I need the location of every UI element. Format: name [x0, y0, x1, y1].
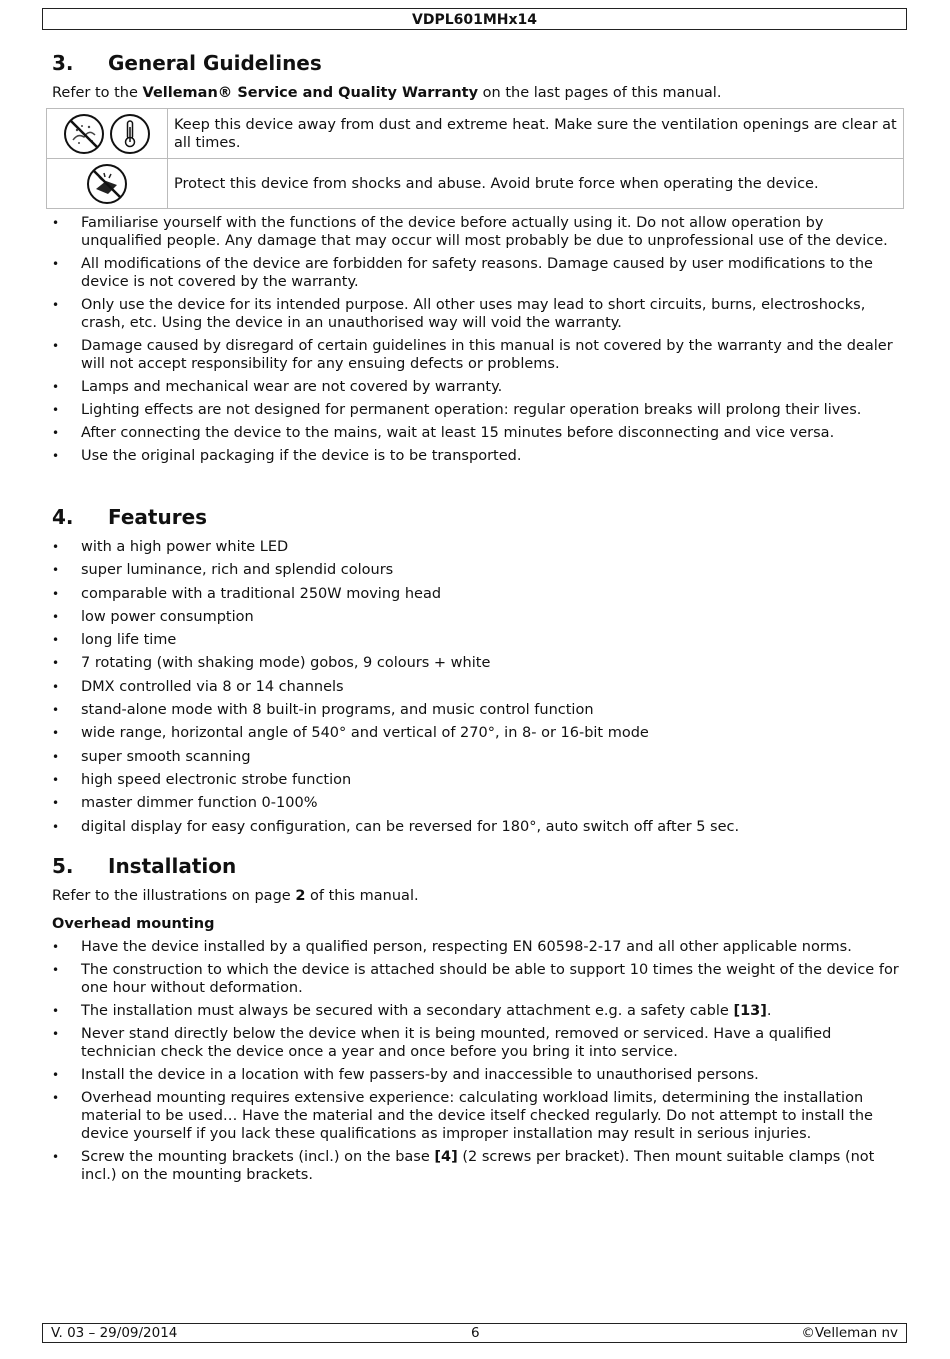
- section-4-heading: [52, 504, 902, 530]
- list-item: • Install the device in a location with few passers-by and inaccessible to unauthorised persons.: [52, 1066, 902, 1084]
- list-item: • super smooth scanning: [52, 748, 902, 766]
- section-3-heading: [52, 50, 902, 76]
- no-dust-icon: [63, 113, 105, 155]
- section-title: Installation: [108, 854, 237, 878]
- intro-text: Refer to the illustrations on page: [52, 888, 296, 904]
- list-item: • comparable with a traditional 250W moving head: [52, 585, 902, 603]
- section-5: [52, 853, 902, 1184]
- subheading-overhead-mounting: Overhead mounting: [52, 916, 215, 932]
- page-reference: 2: [295, 888, 306, 904]
- list-item: • super luminance, rich and splendid colours: [52, 561, 902, 579]
- warning-row: [47, 109, 904, 159]
- list-item: • Screw the mounting brackets (incl.) on the base [4] (2 screws per bracket). Then mount suitable clamps (not incl.) on the mounting brackets.: [52, 1148, 902, 1184]
- section-number: 4.: [52, 505, 74, 529]
- list-item: • All modifications of the device are forbidden for safety reasons. Damage caused by user modifications to the device is not covered by the warranty.: [52, 255, 902, 291]
- copyright: ©Velleman nv: [801, 1325, 898, 1341]
- list-item: • Have the device installed by a qualified person, respecting EN 60598-2-17 and all other applicable norms.: [52, 938, 902, 956]
- section-4: [52, 504, 902, 836]
- list-item: • high speed electronic strobe function: [52, 771, 902, 789]
- list-item: • digital display for easy configuration, can be reversed for 180°, auto switch off after 5 sec.: [52, 818, 902, 836]
- list-item: • wide range, horizontal angle of 540° and vertical of 270°, in 8- or 16-bit mode: [52, 724, 902, 742]
- warning-text-cell: Protect this device from shocks and abuse. Avoid brute force when operating the device.: [168, 159, 904, 209]
- list-item: • Damage caused by disregard of certain guidelines in this manual is not covered by the warranty and the dealer will not accept responsibility for any ensuing defects or problems.: [52, 337, 902, 373]
- list-item: • master dimmer function 0-100%: [52, 794, 902, 812]
- intro-text: of this manual.: [305, 888, 419, 904]
- document-footer: [42, 1323, 907, 1343]
- list-item: • long life time: [52, 631, 902, 649]
- list-item: • 7 rotating (with shaking mode) gobos, 9 colours + white: [52, 654, 902, 672]
- intro-text: Refer to the: [52, 85, 143, 101]
- installation-list: [52, 938, 902, 1184]
- section-3-intro: [52, 84, 902, 102]
- section-title: General Guidelines: [108, 51, 322, 75]
- list-item: • Only use the device for its intended purpose. All other uses may lead to short circuits, burns, electroshocks, crash, etc. Using the device in an unauthorised way will void the warranty.: [52, 296, 902, 332]
- guidelines-list: [52, 214, 902, 465]
- list-item: • Lamps and mechanical wear are not covered by warranty.: [52, 378, 902, 396]
- warranty-reference: Velleman® Service and Quality Warranty: [142, 85, 479, 101]
- version-date: V. 03 – 29/09/2014: [51, 1325, 178, 1341]
- section-5-intro: [52, 887, 902, 905]
- list-item: • Use the original packaging if the device is to be transported.: [52, 447, 902, 465]
- list-item: • stand-alone mode with 8 built-in programs, and music control function: [52, 701, 902, 719]
- warning-text-cell: Keep this device away from dust and extreme heat. Make sure the ventilation openings are clear at all times.: [168, 109, 904, 159]
- list-item: • After connecting the device to the mains, wait at least 15 minutes before disconnecting and vice versa.: [52, 424, 902, 442]
- list-item: • Familiarise yourself with the functions of the device before actually using it. Do not allow operation by unqualified people. Any damage that may occur will most probably be due to unprofessional use of the device.: [52, 214, 902, 250]
- section-number: 3.: [52, 51, 74, 75]
- list-item: • The construction to which the device is attached should be able to support 10 times the weight of the device for one hour without deformation.: [52, 961, 902, 997]
- section-3-guidelines: [52, 214, 902, 465]
- list-item: • The installation must always be secured with a secondary attachment e.g. a safety cable [13].: [52, 1002, 902, 1020]
- section-5-heading: [52, 853, 902, 879]
- section-3: [52, 50, 902, 102]
- warning-icons-cell: [47, 159, 168, 209]
- section-title: Features: [108, 505, 208, 529]
- warning-table: [46, 108, 904, 209]
- list-item: • Never stand directly below the device when it is being mounted, removed or serviced. Have a qualified technician check the device once a year and once before you bring it into service.: [52, 1025, 902, 1061]
- no-shock-icon: [86, 163, 128, 205]
- no-heat-thermometer-icon: [109, 113, 151, 155]
- document-header: VDPL601MHx14: [42, 8, 907, 30]
- list-item: • Overhead mounting requires extensive experience: calculating workload limits, determining the installation material to be used… Have the material and the device itself checked regularly. Do not attempt to install the device yourself if you lack these qualifications as improper installation may result in serious injuries.: [52, 1089, 902, 1143]
- section-number: 5.: [52, 854, 74, 878]
- list-item: • with a high power white LED: [52, 538, 902, 556]
- features-list: [52, 538, 902, 836]
- warning-row: [47, 159, 904, 209]
- list-item: • Lighting effects are not designed for permanent operation: regular operation breaks will prolong their lives.: [52, 401, 902, 419]
- list-item: • low power consumption: [52, 608, 902, 626]
- intro-text: on the last pages of this manual.: [478, 85, 722, 101]
- page-number: 6: [471, 1325, 480, 1341]
- warning-icons-cell: [47, 109, 168, 159]
- list-item: • DMX controlled via 8 or 14 channels: [52, 678, 902, 696]
